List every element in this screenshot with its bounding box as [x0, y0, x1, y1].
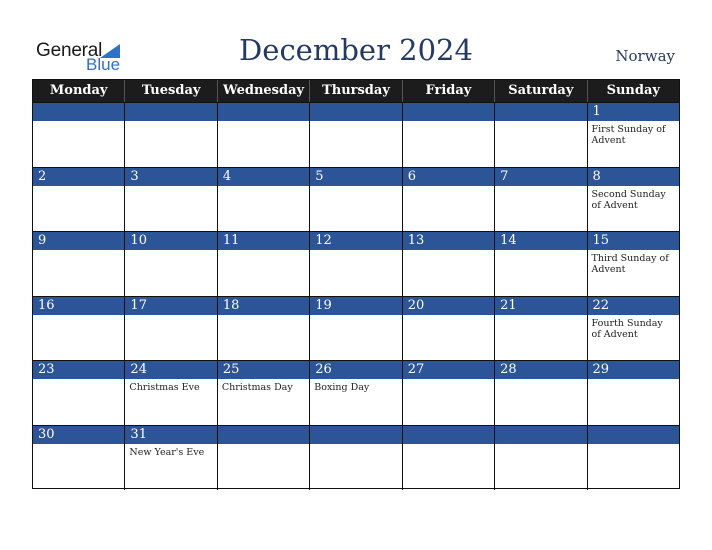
day-number: 8 [588, 168, 679, 186]
day-cell[interactable] [588, 361, 679, 425]
holiday-label [495, 250, 586, 253]
day-number [495, 426, 586, 444]
day-number [218, 426, 309, 444]
holiday-label [310, 315, 401, 318]
day-number [403, 103, 494, 121]
holiday-label [310, 250, 401, 253]
day-cell[interactable] [218, 232, 310, 296]
holiday-label [125, 315, 216, 318]
week-row [33, 425, 679, 490]
day-number: 17 [125, 297, 216, 315]
day-cell[interactable] [403, 168, 495, 232]
holiday-label [125, 186, 216, 189]
holiday-label [495, 121, 586, 124]
holiday-label [403, 250, 494, 253]
day-number: 7 [495, 168, 586, 186]
day-number: 21 [495, 297, 586, 315]
weeks [33, 102, 679, 490]
day-cell[interactable] [310, 297, 402, 361]
weekday-sunday: Sunday [606, 83, 660, 98]
holiday-label [125, 250, 216, 253]
day-cell[interactable] [588, 426, 679, 490]
weekday-monday: Monday [33, 80, 125, 102]
day-number: 24 [125, 361, 216, 379]
holiday-label [33, 379, 124, 382]
holiday-label [218, 250, 309, 253]
day-cell[interactable] [125, 103, 217, 167]
day-cell[interactable] [33, 168, 125, 232]
day-cell[interactable] [403, 361, 495, 425]
day-cell[interactable] [218, 297, 310, 361]
day-cell[interactable] [33, 361, 125, 425]
day-number: 16 [33, 297, 124, 315]
holiday-label [588, 444, 679, 447]
day-number: 27 [403, 361, 494, 379]
day-cell[interactable] [403, 426, 495, 490]
day-number: 19 [310, 297, 401, 315]
day-cell[interactable] [125, 232, 217, 296]
day-number: 20 [403, 297, 494, 315]
day-number: 15 [588, 232, 679, 250]
day-number: 3 [125, 168, 216, 186]
day-cell[interactable] [218, 168, 310, 232]
day-cell[interactable] [310, 168, 402, 232]
logo-blue: Blue [86, 55, 121, 74]
day-number: 29 [588, 361, 679, 379]
week-row [33, 231, 679, 296]
day-cell[interactable] [495, 168, 587, 232]
week-row [33, 296, 679, 361]
day-number: 28 [495, 361, 586, 379]
weekday-wednesday: Wednesday [218, 80, 310, 102]
holiday-label: Fourth Sunday of Advent [591, 317, 663, 340]
day-number: 26 [310, 361, 401, 379]
day-cell[interactable] [218, 361, 310, 425]
day-cell[interactable] [33, 426, 125, 490]
day-cell[interactable] [125, 361, 217, 425]
holiday-label: Second Sunday of Advent [591, 188, 666, 211]
day-cell[interactable] [403, 232, 495, 296]
day-cell[interactable] [588, 232, 679, 296]
day-cell[interactable] [33, 103, 125, 167]
day-number: 12 [310, 232, 401, 250]
holiday-label [403, 186, 494, 189]
week-row [33, 102, 679, 167]
holiday-label [495, 315, 586, 318]
day-cell[interactable] [495, 297, 587, 361]
week-row [33, 167, 679, 232]
weekday-tuesday: Tuesday [125, 80, 217, 102]
weekday-header [33, 80, 679, 102]
holiday-label [403, 444, 494, 447]
day-number: 18 [218, 297, 309, 315]
holiday-label [218, 121, 309, 124]
day-cell[interactable] [588, 168, 679, 232]
day-cell[interactable] [495, 103, 587, 167]
page-title: December 2024 [239, 33, 473, 67]
holiday-label [33, 186, 124, 189]
holiday-label [403, 121, 494, 124]
holiday-label [310, 186, 401, 189]
holiday-label [403, 379, 494, 382]
day-number: 30 [33, 426, 124, 444]
holiday-label [33, 121, 124, 124]
day-number [218, 103, 309, 121]
holiday-label [33, 250, 124, 253]
day-number [125, 103, 216, 121]
holiday-label: First Sunday of Advent [591, 124, 666, 146]
holiday-label [495, 444, 586, 447]
day-number: 2 [33, 168, 124, 186]
day-number: 6 [403, 168, 494, 186]
day-number: 13 [403, 232, 494, 250]
day-cell[interactable] [310, 232, 402, 296]
holiday-label: Christmas Eve [129, 382, 200, 394]
day-number: 11 [218, 232, 309, 250]
holiday-label [495, 186, 586, 189]
logo-general: General [36, 40, 103, 61]
day-cell[interactable] [33, 232, 125, 296]
day-cell[interactable] [218, 103, 310, 167]
day-cell[interactable] [403, 103, 495, 167]
holiday-label [218, 186, 309, 189]
day-cell[interactable] [495, 232, 587, 296]
day-number [310, 103, 401, 121]
day-number [588, 426, 679, 444]
holiday-label [310, 121, 401, 124]
day-cell[interactable] [310, 426, 402, 490]
day-number: 10 [125, 232, 216, 250]
day-number: 22 [588, 297, 679, 315]
day-cell[interactable] [33, 297, 125, 361]
holiday-label: Third Sunday of Advent [591, 253, 669, 276]
day-cell[interactable] [125, 297, 217, 361]
holiday-label [218, 315, 309, 318]
holiday-label [33, 444, 124, 447]
day-number [33, 103, 124, 121]
day-cell[interactable] [495, 426, 587, 490]
day-cell[interactable] [310, 103, 402, 167]
day-number: 9 [33, 232, 124, 250]
holiday-label: Christmas Day [221, 382, 293, 394]
day-cell[interactable] [495, 361, 587, 425]
day-number: 1 [588, 103, 679, 121]
holiday-label [310, 444, 401, 447]
day-cell[interactable] [588, 103, 679, 167]
day-number [495, 103, 586, 121]
day-number: 14 [495, 232, 586, 250]
day-cell[interactable] [125, 168, 217, 232]
weekday-saturday: Saturday [495, 80, 587, 102]
day-number [403, 426, 494, 444]
country-label: Norway [615, 47, 675, 65]
day-cell[interactable] [403, 297, 495, 361]
weekday-friday: Friday [403, 80, 495, 102]
holiday-label [125, 121, 216, 124]
holiday-label: New Year's Eve [129, 446, 205, 458]
weekday-thursday: Thursday [310, 80, 402, 102]
holiday-label [495, 379, 586, 382]
day-cell[interactable] [125, 426, 217, 490]
day-number: 4 [218, 168, 309, 186]
day-cell[interactable] [588, 297, 679, 361]
calendar-grid [32, 79, 680, 489]
holiday-label [588, 379, 679, 382]
holiday-label [33, 315, 124, 318]
day-cell[interactable] [218, 426, 310, 490]
day-number: 23 [33, 361, 124, 379]
day-number: 31 [125, 426, 216, 444]
holiday-label [218, 444, 309, 447]
day-number: 25 [218, 361, 309, 379]
day-number [310, 426, 401, 444]
day-cell[interactable] [310, 361, 402, 425]
day-number: 5 [310, 168, 401, 186]
week-row [33, 360, 679, 425]
holiday-label: Boxing Day [314, 382, 370, 394]
holiday-label [403, 315, 494, 318]
